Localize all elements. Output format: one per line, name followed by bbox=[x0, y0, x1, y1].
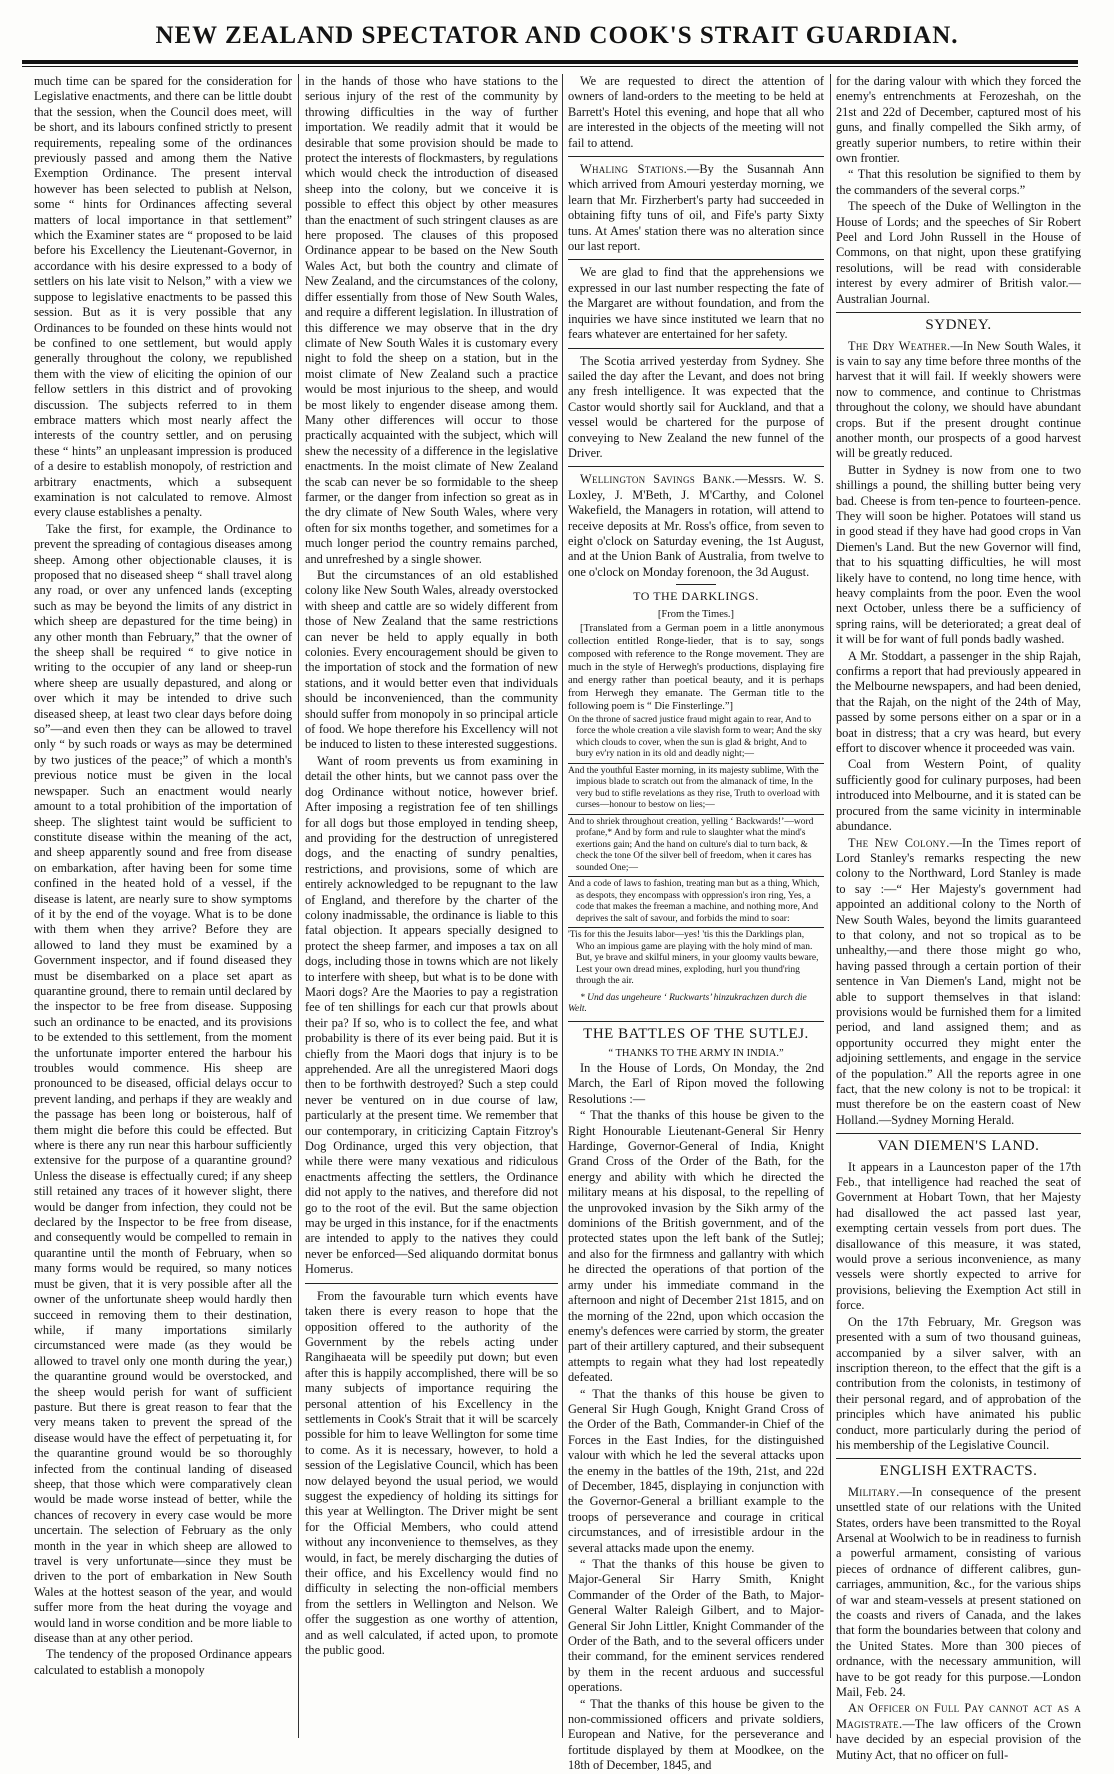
article-paragraph bbox=[836, 1485, 1081, 1701]
paragraph-heading: Military. bbox=[848, 1484, 900, 1499]
article-paragraph bbox=[836, 1701, 1081, 1763]
notice-savings-bank bbox=[568, 472, 824, 580]
article-paragraph: Coal from Western Point, of quality sufficiently good for culinary purposes, had been introduced into Melbourne, and it is stated can be procured from the same vicinity in interminable abundance. bbox=[836, 757, 1081, 834]
paragraph-heading: An Officer on Full Pay cannot act as a Magistrate. bbox=[836, 1701, 1081, 1731]
article-paragraph: for the daring valour with which they forced the enemy's entrenchments at Ferozeshah, on the 21st and 22d of December, captured most of his guns, and finally compelled the Sikh army, of greatly superior numbers, to retire within their own frontier. bbox=[836, 74, 1081, 166]
article-paragraph: much time can be spared for the consideration for Legislative enactments, and there can be little doubt that the session, when the Council does meet, will be short, and its labours confined strictly to present requirements, repealing some of the ordinances previously passed and among them the Native Exemption Ordinance. The present interval however has been selected to publish at Nelson, some “ hints for Ordinances affecting several matters of local importance in that settlement” which the Examiner states are “ proposed to be laid before his Excellency the Lieutenant-Governor, in accordance with his desire expressed to a body of settlers on his late visit to Nelson,” with a view we suppose to legislative enactments to be passed this session. But as it is very possible that any Ordinances to be founded on these hints would not be confined to one settlement, but would apply generally throughout the colony, we republished them with the view of eliciting the opinion of our fellow settlers in this district and of provoking discussion. The subjects referred to in them embrace matters which most nearly affect the interests of the country settler, and on perusing these “ hints” an unpleasant impression is produced of a desire to establish monopoly, of restriction and arbitrary enactments, which a subsequent examination is not calculated to remove. Almost every clause establishes a penalty. bbox=[34, 74, 292, 520]
article-paragraph: Want of room prevents us from examining in detail the other hints, but we cannot pass over the dog Ordinance without notice, however brief. After imposing a registration fee of ten shillings for all dogs but those employed in tending sheep, and providing for the destruction of unregistered dogs, and the enacting of sundry penalties, restrictions, and provisions, some of which are entirely acknowledged to be repugnant to the law of England, and therefore by the charter of the colony inadmissable, the ordinance is liable to this fatal objection. It appears specially designed to protect the sheep farmer, and imposes a tax on all dogs, including those in towns which are not likely to interfere with sheep, but what is to be done with Maori dogs? Are the Maories to pay a registration fee of ten shillings for each cur that prowls about their pa? If so, who is to collect the fee, and what probability is there of its ever being paid. But it is chiefly from the Maori dogs that injury is to be apprehended. Are all the unregistered Maori dogs then to be forthwith destroyed? Such a step could never be ventured on in due course of law, particularly at the present time. We remember that our contemporary, in criticizing Captain Fitzroy's Dog Ordinance, urged this very objection, that while there were many vexatious and ridiculous enactments affecting the settlers, the Ordinance did not apply to the natives, and therefore did not go to the root of the evil. But the same objection may be urged in this instance, for if the enactments are intended to apply to the natives they could never be enforced—Sed aliquando dormitat bonus Homerus. bbox=[305, 753, 558, 1277]
article-paragraph bbox=[836, 836, 1081, 1129]
section-title-van-diemens-land: VAN DIEMEN'S LAND. bbox=[877, 1138, 1040, 1155]
notice-heading: Wellington Savings Bank. bbox=[580, 472, 736, 487]
ornament-rule bbox=[676, 584, 716, 585]
section-title-darklings: TO THE DARKLINGS. bbox=[633, 589, 759, 604]
article-paragraph: “ That the thanks of this house be given to the Right Honourable Lieutenant-General Sir Henry Hardinge, Governor-General of India, Knight Grand Cross of the Order of the Bath, for the energy and ability with which he directed the military means at his disposal, to the repelling of the unprovoked invasion by the Sikh army of the dominions of the British government, and of the protected states upon the left bank of the Sutlej; and also for the firmness and gallantry with which he directed the operations of that portion of the army under his immediate command in the afternoon and night of December 21st 1815, and on the morning of the 22nd, upon which occasion the enemy's defences were carried by storm, the greater part of their artillery captured, and their subsequent attempts to regain what they had lost repeatedly defeated. bbox=[568, 1108, 824, 1385]
article-paragraph: A Mr. Stoddart, a passenger in the ship Rajah, confirms a report that had previously appeared in the Melbourne newspapers, and had been denied, that the Rajah, on the night of the 24th of May, passed by some persons either on a spar or in a boat in distress; that a cry was heard, but every effort to discover whence it proceeded was vain. bbox=[836, 648, 1081, 756]
divider bbox=[836, 312, 1081, 313]
paragraph-body: —The law officers of the Crown have decided by an especial provision of the Mutiny Act, that no officer on full- bbox=[836, 1716, 1081, 1762]
divider bbox=[568, 763, 824, 764]
notice-margaret: We are glad to find that the apprehensions we expressed in our last number respecting the fate of the Margaret are without foundation, and from the inquiries we have since instituted we learn that no fears whatever are entertained for her safety. bbox=[568, 265, 824, 342]
article-paragraph: It appears in a Launceston paper of the 17th Feb., that intelligence had reached the seat of Government at Hobart Town, that her Majesty had disallowed the act passed last year, exempting certain vessels from port dues. The disallowance of this measure, it was stated, would prove a serious inconvenience, as many vessels were shortly expected to arrive for provisions, believing the Exemption Act still in force. bbox=[836, 1159, 1081, 1313]
article-paragraph: in the hands of those who have stations to the serious injury of the rest of the community by throwing difficulties in the way of further importation. We readily admit that it would be desirable that some provision should be made to protect the interests of flockmasters, by regulations which would check the introduction of diseased sheep into the colony, but we conceive it is possible to effect this object by other measures than the enactment of such stringent clauses as are here proposed. The clauses of this proposed Ordinance appear to be based on the New South Wales Act, but both the country and climate of New Zealand, and the circumstances of the colony, differ essentially from those of New South Wales, and require a different legislation. In illustration of this difference we may observe that in the dry climate of New South Wales it is customary every night to fold the sheep on a station, but in the moist climate of New Zealand such a practice would be most injurious to the sheep, and would be most likely to engender disease among them. Many other differences will occur to those practically acquainted with the subject, which will shew the necessity of a difference in the legislative enactments. In the moist climate of New Zealand the scab can never be so formidable to the sheep farmer, or the danger from infection so great as in the dry climate of New South Wales, where very often for six months together, and sometimes for a much longer period the country remains parched, and unrefreshed by a single shower. bbox=[305, 74, 558, 566]
divider bbox=[568, 156, 824, 157]
poem bbox=[568, 715, 824, 988]
section-title-sutlej: THE BATTLES OF THE SUTLEJ. bbox=[583, 1025, 809, 1042]
paragraph-body: —In New South Wales, it is vain to say any time before three months of the harvest that it will fail. If weekly showers were now to commence, and continue to Christmas throughout the colony, we should have abundant crops. But if the present drought continue another month, our prospects of a good harvest will be greatly reduced. bbox=[836, 338, 1081, 461]
article-paragraph bbox=[836, 339, 1081, 462]
masthead-rule-thin bbox=[22, 66, 1078, 67]
section-subtitle: “ THANKS TO THE ARMY IN INDIA.” bbox=[608, 1048, 784, 1059]
paragraph-heading: The New Colony. bbox=[848, 835, 950, 850]
column-2 bbox=[305, 74, 558, 1738]
divider bbox=[836, 1133, 1081, 1134]
article-paragraph: The tendency of the proposed Ordinance appears calculated to establish a monopoly bbox=[34, 1647, 292, 1677]
article-paragraph: But the circumstances of an old established colony like New South Wales, already overstocked with sheep and cattle are so widely different from those of New Zealand that the same restrictions can never be held to apply equally in both colonies. Every encouragement should be given to the importation of stock and the formation of new stations, and it would better even that individuals should be inconvenienced, than the community should suffer from monopoly in so principal article of food. We hope therefore his Excellency will not be induced to listen to these interested suggestions. bbox=[305, 568, 558, 752]
article-paragraph: “ That the thanks of this house be given to the non-commissioned officers and private soldiers, European and Native, for the perseverance and fortitude displayed by them at Moodkee, on the 18th of December, 1845, and bbox=[568, 1696, 824, 1773]
article-paragraph: On the 17th February, Mr. Gregson was presented with a sum of two thousand guineas, accompanied by a silver salver, with an inscription thereon, to the effect that the gift is a contribution from the colonists, in testimony of their personal regard, and of approbation of the principles which have animated his public conduct, more particularly during the period of his membership of the Legislative Council. bbox=[836, 1314, 1081, 1452]
article-paragraph: “ That the thanks of this house be given to General Sir Hugh Gough, Knight Grand Cross of the Order of the Bath, Commander-in Chief of the Forces in the East Indies, for the distinguished valour with which he led the several attacks upon the enemy in the battles of the 19th, 21st, and 22d of December, 1845, displaying in conjunction with the Governor-General a brilliant example to the troops of perseverance and courage in critical circumstances, and of irresistible ardour in the several attacks made upon the enemy. bbox=[568, 1386, 824, 1555]
divider bbox=[836, 1458, 1081, 1459]
article-paragraph: Butter in Sydney is now from one to two shillings a pound, the shilling butter being very bad. Cheese is from ten-pence to fourteen-pence. They will soon be higher. Potatoes will stand us in good stead if they have had good crops in Van Diemen's Land. But the new Governor will find, that to his squatting difficulties, he will most likely have to contend, no long time hence, with heavy complaints from the poor. Even the wool next October, unless there be a sufficiency of spring rains, will be deteriorated; a great deal of it will be for want of full ponds badly washed. bbox=[836, 462, 1081, 647]
poem-stanza: On the throne of sacred justice fraud might again to rear, And to force the whole creation a vile slavish form to wear; And the sky which clouds to cover, when the sun is glad & bright, And to bury ev'ry nation in its old and deadly night;— bbox=[568, 714, 822, 760]
divider bbox=[305, 1283, 558, 1284]
masthead: NEW ZEALAND SPECTATOR AND COOK'S STRAIT GUARDIAN. bbox=[155, 22, 959, 49]
divider bbox=[568, 466, 824, 467]
paragraph-body: —In consequence of the present unsettled state of our relations with the United States, orders have been transmitted to the Royal Arsenal at Woolwich to be in readiness to furnish a powerful armament, consisting of various pieces of ordnance of different calibres, gun-carriages, ammunition, &c., for the various ships of war and steam-vessels at present stationed on the coasts and rivers of Canada, and the lakes that form the boundaries between that colony and the United States. More than 300 pieces of ordnance, with the necessary ammunition, will have to be got ready for this purpose.—London Mail, Feb. 24. bbox=[836, 1484, 1081, 1700]
notice-meeting: We are requested to direct the attention of owners of land-orders to the meeting to be held at Barrett's Hotel this evening, and hope that all who are interested in the objects of the meeting will not fail to attend. bbox=[568, 74, 824, 150]
paragraph-body: —In the Times report of Lord Stanley's remarks respecting the new colony to the Northward, Lord Stanley is made to say :—“ Her Majesty's government had appointed an additional colony to the North of New South Wales, beyond the limits guaranteed to that colony, and not so tropical as to be unhealthy,—and there those might go who, having passed through a certain portion of their sentence in Van Diemen's Land, might not be able to support themselves in that island: provisions would be furnished them for a limited period, and land assigned them; and as opportunity occurred they might enter the adjoining settlements, and engage in the service of the population.” All the reports agree in one fact, that the new colony is not to be tropical: it must therefore be on the eastern coast of New Holland.—Sydney Morning Herald. bbox=[836, 835, 1081, 1127]
divider bbox=[568, 259, 824, 260]
source-line: [From the Times.] bbox=[657, 608, 735, 620]
article-paragraph: The speech of the Duke of Wellington in the House of Lords; and the speeches of Sir Robert Peel and Lord John Russell in the House of Commons, on that night, upon these gratifying resolutions, will be read with considerable interest by every admirer of British valor.—Australian Journal. bbox=[836, 199, 1081, 306]
article-paragraph: Take the first, for example, the Ordinance to prevent the spreading of contagious diseases among sheep. Among other objectionable clauses, it is proposed that no diseased sheep “ shall travel along any road, or over any unfenced lands (excepting such as may be beyond the limits of any district in which sheep are depastured for the time being) in any other month than February,” that the owner of the sheep shall be required “ to give notice in writing to the occupier of any land or sheep-run where sheep are usually depastured, and along or over which it may be intended to drive such diseased sheep, at least two clear days before doing so”—and even then they can be allowed to travel only “ by such roads or ways as may be determined by two justices of the peace;” of which a month's previous notice must be given in the local newspaper. Such an enactment would nearly amount to a total prohibition of the importation of sheep. The slightest taint would be sufficient to constitute disease within the meaning of the act, and sheep apparently sound and free from disease on embarkation, after having been for some time confined in the heated hold of a vessel, if the disease is latent, are nearly sure to show symptoms of it by the end of the voyage. What is to be done with them when they arrive? Before they are allowed to land they must be examined by a Government inspector, and if found diseased they must be disembarked on a place set apart as quarantine ground, there to remain until declared by the inspector to be free from disease. Supposing such an ordinance to be enacted, and its provisions to be extended to this settlement, from the moment the unfortunate importer entered the harbour his troubles would commence. His sheep are pronounced to be diseased, official delays occur to prevent landing, and perhaps if they are weakly and the passage has been long or boisterous, half of them might die before this could be effected. But where is there any run near this harbour sufficiently extensive for the purpose of a quarantine ground? Unless the disease is effectually cured; if any sheep still retained any traces of it however slight, there would be danger from infection, they could not be declared by the Inspector to be free from disease, and consequently would be compelled to remain in quarantine until the month of February, when so many forms would be required, so many notices must be given, that it is very possible after all the owner of the unfortunate sheep would hardly then succeed in removing them to their destination, while, if many importations similarly circumstanced were made (as they would be allowed to travel only one month during the year,) the quarantine ground would be overstocked, and the sheep would perish for want of sufficient pasture. But there is great reason to fear that the very means taken to prevent the spread of the disease would have the effect of perpetuating it, for the quarantine ground would be so thoroughly infected from the continual landing of diseased sheep, that those which were comparatively clean would be made worse instead of better, while the chances of recovery in every case would be more uncertain. The selection of February as the only month in the year in which sheep are allowed to travel is very unfortunate—since they must be driven to the port of embarkation in New South Wales at the hottest season of the year, and would suffer more from the heat during the voyage and would land in worse condition and be more liable to disease than at any other period. bbox=[34, 521, 292, 1646]
notice-scotia: The Scotia arrived yesterday from Sydney. She sailed the day after the Levant, and does not bring any fresh intelligence. It was expected that the Castor would shortly sail for Auckland, and that a vessel would be chartered for the purpose of conveying to New Zealand the new funnel of the Driver. bbox=[568, 353, 824, 460]
notice-whaling bbox=[568, 162, 824, 254]
column-3 bbox=[568, 74, 824, 1773]
divider bbox=[568, 814, 824, 815]
poem-stanza: And the youthful Easter morning, in its majesty sublime, With the impious blade to scratch out from the almanack of time, In the very bud to stifle revelations as they rise, Truth to overload with curses—honour to bestow on lies;— bbox=[568, 765, 820, 811]
article-paragraph: From the favourable turn which events have taken there is every reason to hope that the opposition offered to the authority of the Government by the rebels acting under Rangihaeata will be speedily put down; but even after this is happily accomplished, there will be so many subjects of importance requiring the personal attention of his Excellency in the settlements in Cook's Strait that it will be scarcely possible for him to leave Wellington for some time to come. As it is necessary, however, to hold a session of the Legislative Council, which has been now delayed beyond the usual period, we would suggest the expediency of holding its sittings for this year at Wellington. The Driver might be sent for the Official Members, who could attend without any inconvenience to themselves, as they would, in fact, be merely discharging the duties of their office, and his Excellency would find no difficulty in selecting the non-official members from the settlers in Wellington and Nelson. We offer the suggestion as one worthy of attention, and as well calculated, if acted upon, to promote the public good. bbox=[305, 1288, 558, 1658]
poem-footnote: * Und das ungeheure ‘ Ruckwarts’ hinzukrachzen durch die Welt. bbox=[568, 992, 807, 1015]
section-title-sydney: SYDNEY. bbox=[925, 317, 992, 334]
paragraph-heading: The Dry Weather. bbox=[848, 338, 951, 353]
divider bbox=[568, 927, 824, 928]
article-paragraph: In the House of Lords, On Monday, the 2nd March, the Earl of Ripon moved the following Resolutions :— bbox=[568, 1061, 824, 1106]
poem-stanza: 'Tis for this the Jesuits labor—yes! 'tis this the Darklings plan, Who an impious game are playing with the holy mind of man. But, ye brave and skilful miners, in your gloomy vaults beware, Lest your own dread mines, exploding, hurl you thund'ring through the air. bbox=[568, 930, 819, 987]
notice-body: —Messrs. W. S. Loxley, J. M'Beth, J. M'Carthy, and Colonel Wakefield, the Managers in rotation, will attend to receive deposits at Mr. Ross's office, from seven to eight o'clock on Saturday evening, the 1st August, and at the Union Bank of Australia, from twelve to one o'clock on Monday forenoon, the 3d August. bbox=[568, 472, 824, 579]
column-separator bbox=[298, 74, 299, 1738]
divider bbox=[568, 1021, 824, 1022]
poem-intro: [Translated from a German poem in a little anonymous collection entitled Ronge-lieder, that is to say, songs composed with reference to the Ronge movement. They are much in the style of Herwegh's productions, displaying fire and energy rather than poetical beauty, and it is perhaps from Herwegh they emanate. The German title to the following poem is “ Die Finsterlinge.”] bbox=[568, 622, 824, 712]
poem-stanza: And to shriek throughout creation, yelling ‘ Backwards!’—word profane,* And by form and rule to slaughter what the mind's exertions gain; And the hand on culture's dial to turn back, & check the tone Of the silver bell of freedom, when it cares has sounded One;— bbox=[568, 816, 814, 873]
notice-body: —By the Susannah Ann which arrived from Amouri yesterday morning, we learn that Mr. Firzherbert's party had succeeded in obtaining fifty tuns of oil, and Fife's party Sixty tuns. At Ames' station there was no alteration since our last report. bbox=[568, 162, 824, 254]
column-4 bbox=[836, 74, 1081, 1762]
divider bbox=[568, 348, 824, 349]
column-1 bbox=[34, 74, 292, 1738]
article-paragraph: “ That the thanks of this house be given to Major-General Sir Harry Smith, Knight Commander of the Order of the Bath, to Major-General Walter Raleigh Gilbert, and to Major-General Sir John Littler, Knight Commander of the Order of the Bath, and to the several officers under their command, for the eminent services rendered by them in the recent arduous and successful operations. bbox=[568, 1557, 824, 1695]
column-separator bbox=[830, 74, 831, 1738]
masthead-rule-thick bbox=[22, 60, 1078, 64]
column-separator bbox=[562, 74, 563, 1738]
poem-stanza: And a code of laws to fashion, treating man but as a thing, Which, as despots, they encompass with oppression's iron ring, Yes, a code that makes the freeman a machine, and nothing more, And deprives the salt of savour, and forbids the mind to soar: bbox=[568, 879, 820, 924]
article-paragraph: “ That this resolution be signified to them by the commanders of the several corps.” bbox=[836, 167, 1081, 197]
divider bbox=[568, 876, 824, 877]
notice-heading: Whaling Stations. bbox=[580, 162, 688, 177]
section-title-english-extracts: ENGLISH EXTRACTS. bbox=[879, 1463, 1038, 1480]
